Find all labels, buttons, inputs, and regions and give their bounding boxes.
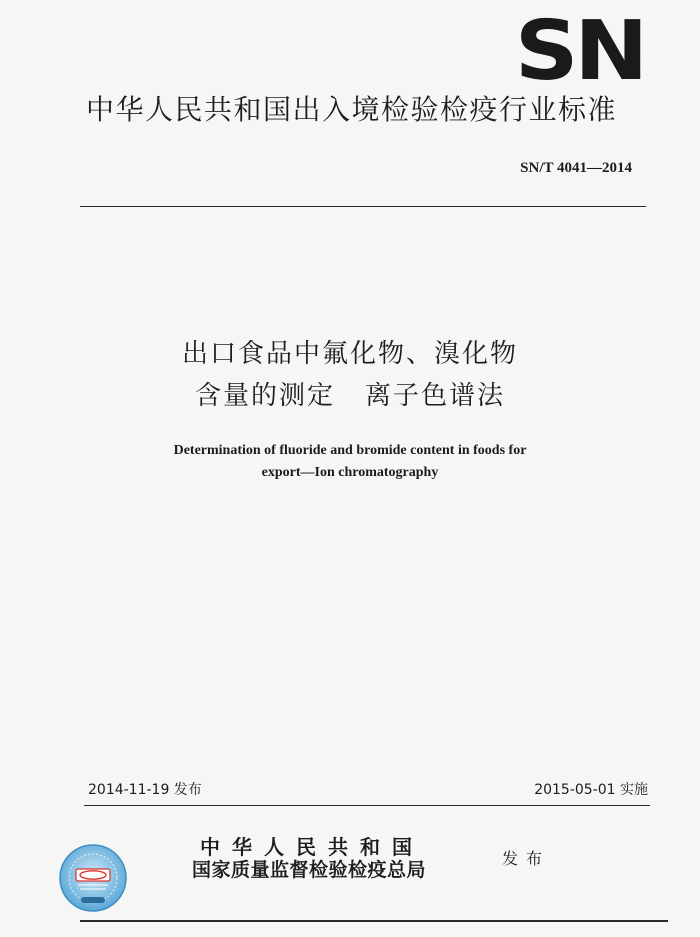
bottom-divider (80, 920, 668, 922)
org-title: 中华人民共和国出入境检验检疫行业标准 (86, 93, 618, 126)
implement-date: 2015-05-01 实施 (534, 782, 648, 798)
issuer-line2: 国家质量监督检验检疫总局 (192, 859, 427, 881)
top-divider (80, 206, 646, 207)
issuer-line1: 中华人民共和国 (200, 835, 424, 859)
title-en-line2: export—Ion chromatography (261, 465, 439, 480)
date-divider (84, 805, 650, 806)
seal-icon (58, 843, 128, 913)
title-cn-line2-part1: 含量的测定 (194, 381, 335, 411)
title-cn-line2-part2: 离子色谱法 (365, 381, 506, 411)
sn-logo: SN (514, 4, 644, 99)
title-en-line1: Determination of fluoride and bromide content in foods for (173, 443, 527, 458)
issue-date: 2014-11-19 发布 (88, 782, 202, 798)
title-cn-line2 (0, 378, 700, 414)
publish-label: 发布 (502, 849, 551, 868)
title-cn-line1: 出口食品中氟化物、溴化物 (181, 339, 518, 369)
standard-number: SN/T 4041—2014 (520, 160, 632, 176)
anti-counterfeit-seal (58, 843, 128, 913)
